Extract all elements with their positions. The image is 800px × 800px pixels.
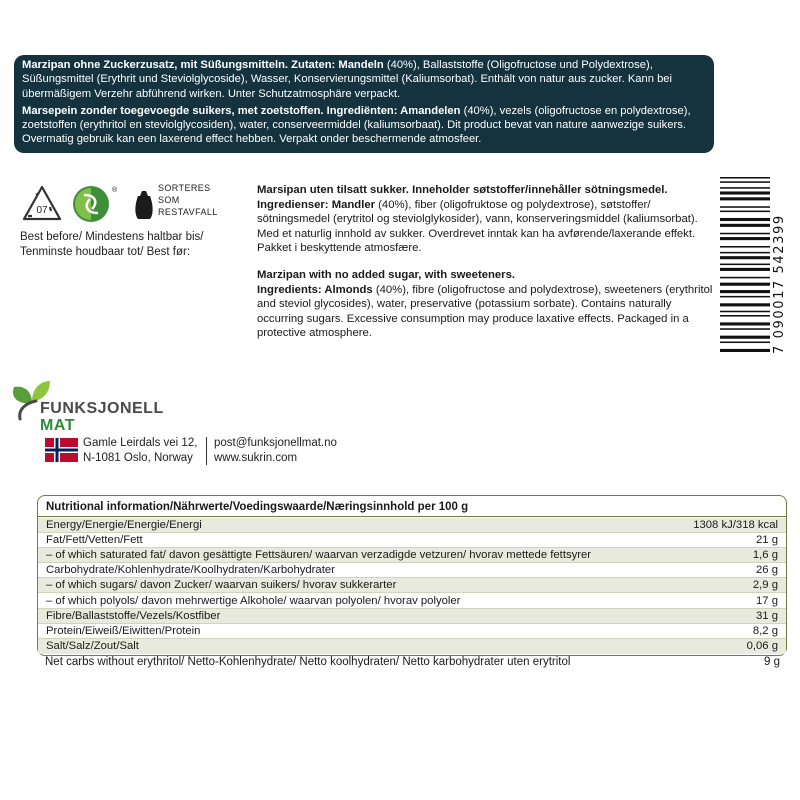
barcode-bar [720,224,770,227]
barcode-bar [720,256,770,259]
barcode-bar [720,349,770,352]
ingredients-no-text: (40%), fiber (oligofruktose og polydextrose), søtstoffer/ sötningsmedel (erytritol og steviolglykosider), vann, konserveringsmiddel (kaliumsorbat). Med et naturlig innhold av sukker. Overdrevet inntak kan ha avførende/laxerande effekt. Pakket i beskyttende atmosfære. [257,198,698,255]
brand-name-mat: MAT [40,417,75,434]
barcode [718,175,778,355]
sort-text-line: RESTAVFALL [158,207,218,217]
nutrition-value: 1,6 g [752,549,778,562]
nutrition-label: Energy/Energie/Energie/Energi [46,519,202,532]
nutrition-value: 21 g [756,534,778,547]
best-before-line: Best before/ Mindestens haltbar bis/ [20,231,204,243]
trash-bag-icon [129,184,159,224]
barcode-bar [720,328,770,330]
email-text: post@funksjonellmat.no [214,437,337,449]
nutrition-value: 26 g [756,564,778,577]
sort-text-line: SOM [158,195,180,205]
barcode-bar [720,211,770,213]
nutrition-label: Fibre/Ballaststoffe/Vezels/Kostfiber [46,609,221,622]
nutrition-row [38,624,786,639]
barcode-bar [720,268,770,271]
barcode-bar [720,290,770,293]
barcode-bar [720,206,770,208]
ingredients-nl-text: (40%), vezels (oligofructose en polydextrose), zoetstoffen (erythritol en steviolglycosiden), water, conserveermiddel (kaliumsorbaat). Dit product bevat van nature aanwezige suikers. Overmatig gebruik kan een laxerend effect hebben. Verpakt onder beschermende atmosfeer. [22,104,691,146]
barcode-bar [720,283,770,286]
nutrition-value: 17 g [756,594,778,607]
net-carbs-row [45,656,780,668]
nutrition-label: – of which saturated fat/ davon gesättigte Fettsäuren/ waarvan verzadigde vetzuren/ hvorav mettede fettsyrer [46,549,592,562]
barcode-bar [720,296,770,298]
nutrition-value: 8,2 g [752,624,778,637]
barcode-bar [720,191,770,194]
net-carbs-label: Net carbs without erythritol/ Netto-Kohlenhydrate/ Netto koolhydraten/ Netto karbohydrater uten erytritol [45,656,571,668]
address-line: N-1081 Oslo, Norway [83,452,193,464]
brand-name: FUNKSJONELL [40,400,164,417]
net-carbs-value: 9 g [764,656,780,668]
ingredients-en-title: Marzipan with no added sugar, with sweeteners. [257,269,515,281]
ingredients-no-label: Ingredienser: Mandler [257,198,376,211]
barcode-bar [720,181,770,183]
divider [38,516,786,517]
nutrition-value: 31 g [756,609,778,622]
nutrition-title: Nutritional information/Nährwerte/Voedingswaarde/Næringsinnhold per 100 g [46,501,469,513]
recycle-code: 07 [36,205,48,216]
barcode-bar [720,252,770,254]
nutrition-label: – of which sugars/ davon Zucker/ waarvan suikers/ hvorav sukkerarter [46,579,397,592]
nutrition-row [38,609,786,624]
nutrition-label: – of which polyols/ davon mehrwertige Alkohole/ waarvan polyolen/ hvorav polyoler [46,594,461,607]
recycling-icons [20,183,159,225]
barcode-bar [720,218,770,221]
barcode-bar [720,336,770,339]
recycle-triangle-icon [20,183,64,225]
sort-text-line: SORTERES [158,183,211,193]
nutrition-label: Salt/Salz/Zout/Salt [46,640,139,653]
barcode-bar [720,237,770,240]
ingredients-nl [22,104,706,147]
norway-flag-icon [45,438,78,462]
nutrition-row [38,639,786,654]
address-line: Gamle Leirdals vei 12, [83,437,198,449]
barcode-bar [720,246,770,248]
barcode-number [772,176,788,354]
barcode-bar [720,342,770,344]
barcode-number-text: 7 090017 542399 [772,214,787,354]
barcode-bar [720,264,770,266]
barcode-bar [720,303,770,306]
divider [206,437,207,465]
barcode-bar [720,322,770,325]
nutrition-row [38,578,786,593]
barcode-bar [720,177,770,179]
nutrition-row [38,593,786,608]
website-text: www.sukrin.com [214,452,298,464]
ingredients-de [22,58,706,101]
nutrition-row [38,518,786,533]
best-before-line: Tenminste houdbaar tot/ Best før: [20,246,191,258]
green-dot-icon [70,183,114,225]
address [83,436,197,466]
barcode-bar [720,197,770,200]
nutrition-value: 1308 kJ/318 kcal [693,519,778,532]
barcode-bar [720,315,770,317]
nutrition-rows [38,518,786,654]
nutrition-row [38,563,786,578]
contact [214,436,337,466]
nutrition-value: 2,9 g [752,579,778,592]
ingredients-no-title: Marsipan uten tilsatt sukker. Inneholder søtstoffer/innehåller sötningsmedel. [257,184,668,196]
ingredients-en-text: (40%), fibre (oligofructose and polydextrose), sweeteners (erythritol and steviol glycosides), water, preservative (potassium sorbate). Contains naturally occurring sugars. Excessive consumption may produce laxative effects. Packaged in a protective atmosphere. [257,283,713,340]
barcode-bar [720,233,770,235]
ingredients-de-label: Marzipan ohne Zuckerzusatz, mit Süßungsmitteln. Zutaten: Mandeln [22,59,384,71]
ingredients-box-de-nl [14,55,714,153]
best-before [20,230,203,260]
ingredients-en [257,268,717,341]
nutrition-label: Protein/Eiweiß/Eiwitten/Protein [46,624,201,637]
ingredients-en-label: Ingredients: Almonds [257,283,373,296]
ingredients-no [257,183,717,256]
ingredients-nl-label: Marsepein zonder toegevoegde suikers, met zoetstoffen. Ingrediënten: Amandelen [22,104,461,117]
nutrition-row [38,533,786,548]
barcode-bar [720,311,770,313]
registered-mark: ® [112,186,118,194]
ingredients-de-text: (40%), Ballaststoffe (Oligofructose und Polydextrose), Süßungsmittel (Erythrit und Steviolglycoside), Wasser, Konservierungsmittel (Kaliumsorbat). Enthält von natur aus zucker. Kann bei übermäßigem Verzehr abführend wirken. Unter Schutzatmosphäre verpackt. [22,59,672,100]
nutrition-value: 0,06 g [746,640,778,653]
nutrition-label: Carbohydrate/Kohlenhydrate/Koolhydraten/Karbohydrater [46,564,335,577]
barcode-bar [720,277,770,279]
nutrition-table [37,495,787,656]
barcode-bar [720,187,770,189]
nutrition-label: Fat/Fett/Vetten/Fett [46,534,143,547]
nutrition-row [38,548,786,563]
sort-text [158,182,218,218]
